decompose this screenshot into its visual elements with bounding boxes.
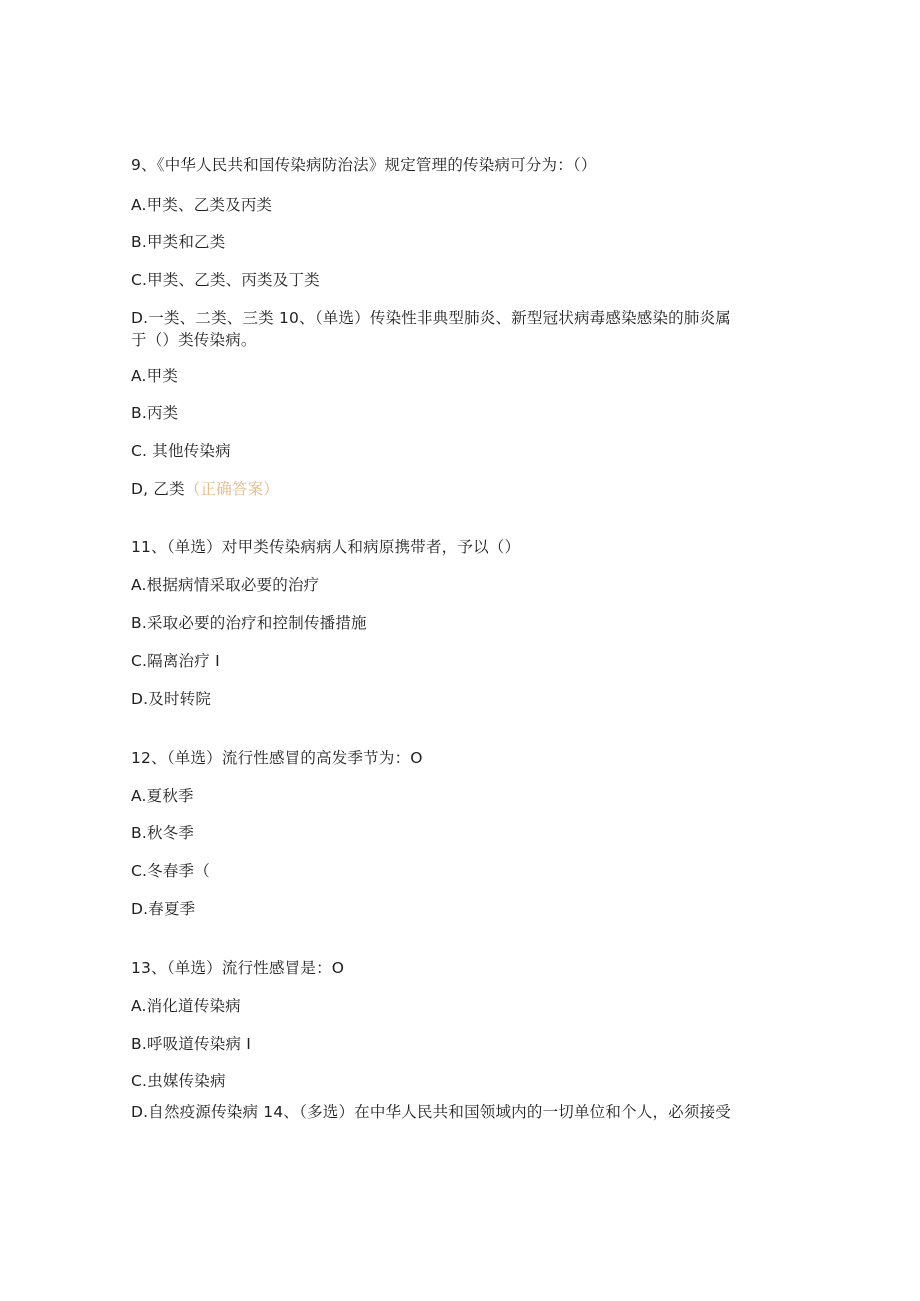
question-9-text: 9、《中华人民共和国传染病防治法》规定管理的传染病可分为：（） <box>131 156 597 174</box>
question-11-option-c: C.隔离治疗 I <box>131 652 220 670</box>
question-10-option-b: B.丙类 <box>131 404 179 422</box>
question-9-option-b: B.甲类和乙类 <box>131 233 226 251</box>
question-12-option-a: A.夏秋季 <box>131 787 194 805</box>
question-9-option-d-and-question-10: D.一类、二类、三类 10、（单选）传染性非典型肺炎、新型冠状病毒感染感染的肺炎属 <box>131 309 731 327</box>
question-11-option-b: B.采取必要的治疗和控制传播措施 <box>131 614 367 632</box>
question-13-option-a: A.消化道传染病 <box>131 997 241 1015</box>
question-13-text: 13、（单选）流行性感冒是：O <box>131 959 345 977</box>
question-13-option-d-and-question-14: D.自然疫源传染病 14、（多选）在中华人民共和国领域内的一切单位和个人，必须接受 <box>131 1103 731 1121</box>
correct-answer-tag: （正确答案） <box>184 480 279 498</box>
question-9-option-c: C.甲类、乙类、丙类及丁类 <box>131 271 320 289</box>
question-12-text: 12、（单选）流行性感冒的高发季节为：O <box>131 749 423 767</box>
question-11-option-d: D.及时转院 <box>131 690 212 708</box>
question-10-option-c: C. 其他传染病 <box>131 442 231 460</box>
question-10-option-d <box>131 479 279 499</box>
question-10-option-a: A.甲类 <box>131 367 179 385</box>
question-13-option-b: B.呼吸道传染病 I <box>131 1035 252 1053</box>
question-10-text-continued: 于（）类传染病。 <box>131 331 257 349</box>
question-13-option-c: C.虫媒传染病 <box>131 1072 226 1090</box>
question-12-option-d: D.春夏季 <box>131 900 196 918</box>
question-12-option-b: B.秋冬季 <box>131 824 195 842</box>
question-10-option-d-label: D, 乙类 <box>131 480 185 498</box>
question-11-option-a: A.根据病情采取必要的治疗 <box>131 576 320 594</box>
question-11-text: 11、（单选）对甲类传染病病人和病原携带者，予以（） <box>131 538 521 556</box>
question-9-option-a: A.甲类、乙类及丙类 <box>131 196 273 214</box>
question-12-option-c: C.冬春季（ <box>131 862 210 880</box>
